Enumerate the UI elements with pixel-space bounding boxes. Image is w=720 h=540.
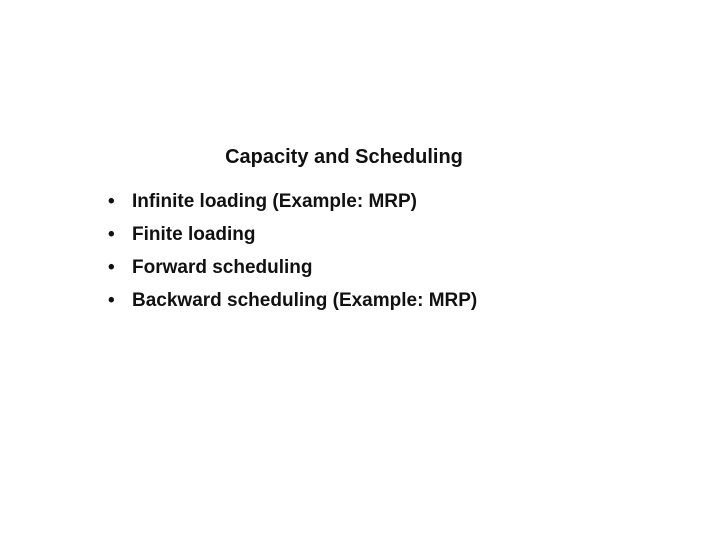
bullet-text: Backward scheduling (Example: MRP) (132, 290, 478, 311)
bullet-text: Infinite loading (Example: MRP) (132, 191, 418, 212)
bullet-text: Finite loading (132, 224, 256, 245)
slide-title: Capacity and Scheduling (225, 146, 463, 168)
bullet-icon: • (108, 257, 115, 278)
bullet-icon: • (108, 191, 115, 212)
bullet-icon: • (108, 290, 115, 311)
list-item (108, 188, 477, 221)
list-item (108, 287, 477, 320)
list-item (108, 221, 477, 254)
bullet-list (108, 188, 477, 320)
list-item (108, 254, 477, 287)
bullet-icon: • (108, 224, 115, 245)
bullet-text: Forward scheduling (132, 257, 313, 278)
